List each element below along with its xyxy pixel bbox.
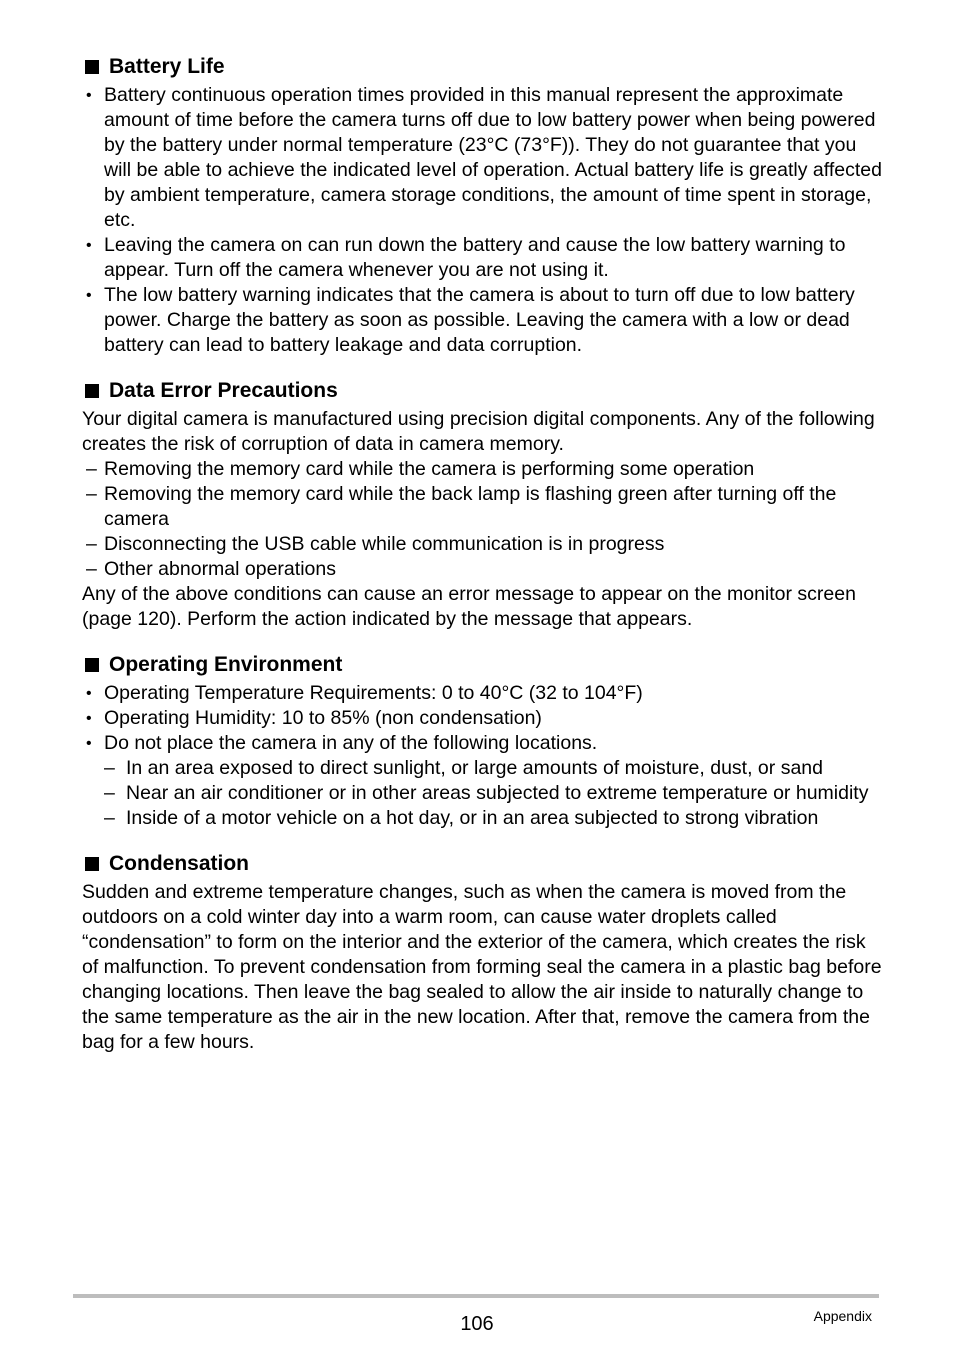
page-number: 106 [460,1313,494,1335]
list-item: • Operating Temperature Requirements: 0 to 40°C (32 to 104°F) [82,681,882,706]
heading-text: Data Error Precautions [109,379,338,402]
section-operating-environment [82,650,882,831]
footer-section-label: Appendix [813,1308,872,1324]
square-bullet-icon [85,60,99,74]
list-item: – Inside of a motor vehicle on a hot day, or in an area subjected to strong vibration [82,806,882,831]
heading-text: Battery Life [109,55,225,78]
list-item: – Disconnecting the USB cable while communication is in progress [82,532,882,557]
section-heading [82,650,882,680]
list-item: • The low battery warning indicates that the camera is about to turn off due to low battery power. Charge the battery as soon as possible. Leaving the camera with a low or dead battery can lead to battery leakage and data corruption. [82,283,882,358]
document-page [82,52,882,1073]
section-heading [82,376,882,406]
heading-text: Operating Environment [109,653,343,676]
square-bullet-icon [85,857,99,871]
list-item: – In an area exposed to direct sunlight, or large amounts of moisture, dust, or sand [82,756,882,781]
list-item: – Other abnormal operations [82,557,882,582]
footer-divider [73,1294,879,1298]
intro-paragraph: Your digital camera is manufactured using precision digital components. Any of the following creates the risk of corruption of data in camera memory. [82,408,875,455]
list-item: • Operating Humidity: 10 to 85% (non condensation) [82,706,882,731]
section-data-error-precautions [82,376,882,632]
list-item: • Do not place the camera in any of the following locations. [82,731,882,756]
dash-list [82,457,882,582]
section-condensation [82,849,882,1055]
list-item: • Battery continuous operation times provided in this manual represent the approximate amount of time before the camera turns off due to low battery power when being powered by the battery under normal temperature (23°C (73°F)). They do not guarantee that you will be able to achieve the indicated level of operation. Actual battery life is greatly affected by ambient temperature, camera storage conditions, the amount of time spent in storage, etc. [82,83,882,233]
list-item: – Near an air conditioner or in other areas subjected to extreme temperature or humidity [82,781,882,806]
sub-dash-list [82,756,882,831]
section-heading [82,849,882,879]
list-item: – Removing the memory card while the camera is performing some operation [82,457,882,482]
outro-paragraph: Any of the above conditions can cause an error message to appear on the monitor screen (page 120). Perform the action indicated by the message that appears. [82,583,856,630]
bullet-list [82,83,882,358]
body-paragraph: Sudden and extreme temperature changes, such as when the camera is moved from the outdoors on a cold winter day into a warm room, can cause water droplets called “condensation” to form on the interior and the exterior of the camera, which creates the risk of malfunction. To prevent condensation from forming seal the camera in a plastic bag before changing locations. Then leave the bag sealed to allow the air inside to naturally change to the same temperature as the air in the new location. After that, remove the camera from the bag for a few hours. [82,881,882,1053]
square-bullet-icon [85,658,99,672]
section-battery-life [82,52,882,358]
square-bullet-icon [85,384,99,398]
section-heading [82,52,882,82]
bullet-list [82,681,882,756]
list-item: • Leaving the camera on can run down the battery and cause the low battery warning to appear. Turn off the camera whenever you are not using it. [82,233,882,283]
list-item: – Removing the memory card while the back lamp is flashing green after turning off the camera [82,482,882,532]
heading-text: Condensation [109,852,249,875]
